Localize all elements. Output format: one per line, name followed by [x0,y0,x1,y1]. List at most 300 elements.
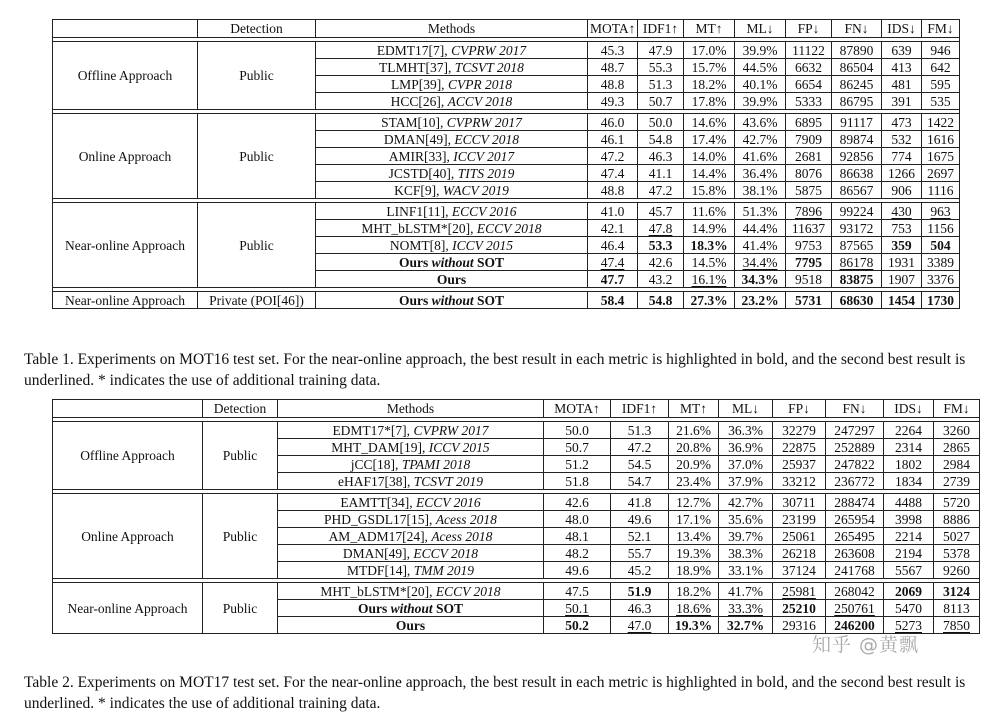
metric-value: 41.8 [627,494,652,510]
metric-cell [934,439,980,456]
metric-cell [832,254,882,271]
method-venue: without [431,254,474,270]
metric-cell [735,42,786,59]
metric-cell [735,203,786,220]
metric-cell [719,600,773,617]
metric-value: 7896 [795,203,822,219]
metric-value: 504 [930,237,951,253]
method-cell [278,545,544,562]
zhihu-watermark: 知乎 @黄飘 [812,634,920,656]
metric-value: 11637 [791,220,826,236]
metric-cell [719,422,773,439]
metric-value: 86178 [839,254,874,270]
metric-value: 50.0 [565,422,589,438]
metric-value: 18.3% [690,237,728,253]
method-cell [316,203,588,220]
metric-value: 25061 [782,528,816,544]
metric-cell [669,473,719,490]
column-header: Detection [198,20,316,38]
metric-cell [611,528,669,545]
table-row [53,42,960,59]
table1-caption: Table 1. Experiments on MOT16 test set. For the near-online approach, the best result in each metric is highlighted in bold, and the second best result is underlined. * indicates the use of additional training data. [24,351,966,389]
metric-cell [922,42,960,59]
metric-value: 14.5% [691,254,727,270]
metric-value: 14.0% [691,148,727,164]
method-venue: TPAMI 2018 [401,456,471,472]
metric-cell [786,254,832,271]
method-venue: without [390,600,433,616]
metric-cell [684,220,735,237]
metric-value: 46.1 [600,131,625,147]
metric-cell [786,237,832,254]
metric-cell [832,59,882,76]
metric-value: 13.4% [676,528,711,544]
metric-value: 1834 [895,473,922,489]
metric-value: 1802 [895,456,922,472]
metric-value: 25210 [782,600,816,616]
metric-value: 19.3% [674,617,713,633]
metric-cell [588,254,638,271]
metric-cell [773,562,826,579]
metric-cell [922,131,960,148]
metric-value: 14.4% [691,165,727,181]
metric-value: 18.6% [676,600,711,616]
metric-cell [719,439,773,456]
method-cell [316,271,588,288]
metric-cell [544,528,611,545]
detection-cell: Public [203,583,278,634]
metric-value: 42.7% [742,131,778,147]
metric-value: 8076 [795,165,822,181]
metric-cell [735,271,786,288]
metric-value: 47.2 [627,439,652,455]
metric-cell [882,220,922,237]
metric-value: 47.0 [627,617,652,633]
metric-cell [544,617,611,634]
metric-cell [786,42,832,59]
metric-cell [922,114,960,131]
metric-value: 22875 [782,439,816,455]
metric-value: 265954 [834,511,875,527]
metric-cell [832,131,882,148]
method-cell [278,494,544,511]
method-cell [278,617,544,634]
metric-value: 44.5% [742,59,778,75]
metric-value: 41.1 [648,165,673,181]
metric-cell [786,165,832,182]
metric-cell [638,131,684,148]
metric-value: 43.6% [742,114,778,130]
metric-value: 1116 [927,182,954,198]
metric-value: 1730 [927,292,954,308]
metric-value: 87565 [839,237,874,253]
metric-value: 9260 [943,562,970,578]
detection-cell: Public [198,203,316,288]
metric-cell [735,59,786,76]
metric-value: 36.3% [728,422,763,438]
metric-cell [934,494,980,511]
metric-value: 2194 [895,545,922,561]
metric-cell [638,165,684,182]
metric-cell [922,59,960,76]
column-header: IDS↓ [882,20,922,38]
metric-value: 86504 [839,59,874,75]
metric-value: 1422 [927,114,954,130]
metric-value: 86795 [839,93,874,109]
metric-cell [832,292,882,309]
method-name: PHD_GSDL17[15], [324,511,436,527]
table-row [53,422,980,439]
method-venue: ECCV 2018 [476,220,542,236]
metric-value: 7909 [795,131,822,147]
metric-cell [786,220,832,237]
metric-value: 49.6 [627,511,652,527]
column-header: IDS↓ [884,400,934,418]
metric-value: 38.3% [728,545,763,561]
method-name: Ours [398,254,432,270]
metric-cell [773,511,826,528]
metric-value: 532 [891,131,912,147]
metric-value: 89874 [839,131,874,147]
column-header: FP↓ [773,400,826,418]
metric-value: 481 [891,76,912,92]
metric-value: 17.0% [691,42,727,58]
metric-value: 3389 [927,254,954,270]
metric-value: 50.7 [565,439,589,455]
method-venue: TMM 2019 [413,562,475,578]
metric-value: 37.9% [728,473,763,489]
metric-cell [611,473,669,490]
metric-value: 5027 [943,528,970,544]
method-cell [278,473,544,490]
method-name: MTDF[14], [346,562,414,578]
metric-value: 38.1% [742,182,778,198]
metric-cell [882,237,922,254]
metric-cell [832,42,882,59]
metric-cell [684,254,735,271]
metric-cell [544,456,611,473]
method-venue: ICCV 2017 [453,148,515,164]
metric-value: 7795 [795,254,822,270]
metric-cell [882,182,922,199]
metric-value: 15.8% [691,182,727,198]
metric-cell [544,473,611,490]
column-header: FP↓ [786,20,832,38]
metric-value: 49.6 [565,562,589,578]
header-row [53,400,980,418]
metric-value: 37.0% [728,456,763,472]
metric-cell [611,545,669,562]
metric-cell [826,600,884,617]
method-cell [278,562,544,579]
method-name: eHAF17[38], [338,473,414,489]
metric-cell [882,254,922,271]
metric-cell [884,583,934,600]
metric-cell [884,511,934,528]
metric-value: 45.7 [648,203,673,219]
metric-cell [719,473,773,490]
metric-cell [669,439,719,456]
metric-value: 87890 [839,42,874,58]
metric-value: 54.8 [648,292,673,308]
metric-value: 46.0 [600,114,625,130]
metric-cell [786,271,832,288]
metric-cell [832,76,882,93]
metric-value: 8886 [943,511,970,527]
metric-value: 639 [891,42,912,58]
metric-value: 2984 [943,456,970,472]
metric-value: 91117 [840,114,873,130]
metric-cell [638,203,684,220]
metric-cell [611,617,669,634]
metric-value: 32.7% [726,617,765,633]
metric-cell [719,617,773,634]
metric-value: 430 [891,203,912,219]
metric-value: 252889 [834,439,875,455]
detection-cell: Public [198,42,316,110]
metric-cell [588,59,638,76]
metric-value: 11122 [792,42,825,58]
metric-value: 23.4% [676,473,711,489]
metric-value: 2264 [895,422,922,438]
metric-cell [719,456,773,473]
metric-value: 12.7% [676,494,711,510]
metric-cell [638,237,684,254]
method-suffix: SOT [473,292,505,308]
metric-value: 8113 [943,600,970,616]
method-cell [316,59,588,76]
method-cell [316,148,588,165]
method-cell [316,182,588,199]
metric-value: 642 [930,59,951,75]
metric-value: 963 [930,203,951,219]
column-header: ML↓ [719,400,773,418]
metric-value: 2865 [943,439,970,455]
metric-cell [588,203,638,220]
metric-value: 42.6 [565,494,589,510]
table-row [53,494,980,511]
metric-cell [588,76,638,93]
method-suffix: SOT [432,600,464,616]
metric-value: 51.3 [627,422,652,438]
metric-value: 1675 [927,148,954,164]
method-cell [316,237,588,254]
metric-value: 43.2 [648,271,673,287]
column-header: IDF1↑ [638,20,684,38]
metric-cell [669,545,719,562]
metric-value: 55.3 [648,59,673,75]
method-name: LINF1[11], [386,203,452,219]
metric-value: 18.2% [676,583,711,599]
metric-value: 49.3 [600,93,625,109]
metric-cell [544,583,611,600]
metric-value: 35.6% [728,511,763,527]
metric-value: 2214 [895,528,922,544]
metric-value: 47.4 [600,165,625,181]
metric-cell [882,271,922,288]
metric-value: 25937 [782,456,816,472]
metric-value: 3376 [927,271,954,287]
metric-cell [826,439,884,456]
method-cell [278,583,544,600]
method-venue: Acess 2018 [431,528,493,544]
metric-cell [786,59,832,76]
metric-value: 45.3 [600,42,625,58]
metric-value: 906 [891,182,912,198]
metric-cell [588,165,638,182]
method-venue: CVPR 2018 [447,76,513,92]
metric-cell [884,439,934,456]
method-venue: WACV 2019 [442,182,509,198]
metric-cell [882,148,922,165]
method-name: Ours [395,617,426,633]
metric-cell [826,456,884,473]
metric-cell [684,93,735,110]
metric-cell [884,494,934,511]
metric-value: 17.1% [676,511,711,527]
metric-value: 30711 [782,494,816,510]
metric-value: 41.0 [600,203,625,219]
metric-value: 48.2 [565,545,589,561]
metric-cell [832,271,882,288]
metric-value: 27.3% [690,292,728,308]
metric-cell [934,545,980,562]
method-name: EAMTT[34], [340,494,417,510]
metric-value: 51.3% [742,203,778,219]
metric-value: 595 [930,76,951,92]
metric-cell [669,600,719,617]
column-header: MT↑ [669,400,719,418]
metric-value: 3260 [943,422,970,438]
metric-value: 3124 [943,583,970,599]
column-header: FN↓ [826,400,884,418]
metric-value: 5378 [943,545,970,561]
method-venue: ICCV 2015 [452,237,514,253]
metric-value: 6654 [795,76,822,92]
metric-value: 33212 [782,473,816,489]
method-name: Ours [436,271,467,287]
metric-cell [735,114,786,131]
metric-cell [684,292,735,309]
method-venue: without [431,292,474,308]
metric-value: 33.3% [728,600,763,616]
metric-cell [884,422,934,439]
metric-cell [882,59,922,76]
method-name: JCSTD[40], [388,165,458,181]
metric-cell [882,292,922,309]
metric-value: 5720 [943,494,970,510]
approach-cell: Near-online Approach [53,203,198,288]
metric-value: 21.6% [676,422,711,438]
metric-cell [638,254,684,271]
metric-value: 42.6 [648,254,673,270]
method-name: jCC[18], [350,456,402,472]
metric-cell [882,42,922,59]
metric-value: 473 [891,114,912,130]
metric-cell [735,237,786,254]
metric-cell [786,292,832,309]
metric-cell [544,600,611,617]
method-name: HCC[26], [390,93,448,109]
metric-value: 391 [891,93,912,109]
column-header: ML↓ [735,20,786,38]
metric-cell [684,203,735,220]
metric-cell [922,148,960,165]
metric-value: 46.3 [648,148,673,164]
method-venue: ACCV 2018 [447,93,513,109]
metric-cell [669,511,719,528]
metric-value: 55.7 [627,545,652,561]
metric-value: 40.1% [742,76,778,92]
metric-value: 48.8 [600,182,625,198]
metric-cell [638,182,684,199]
metric-cell [669,528,719,545]
metric-value: 268042 [834,583,875,599]
metric-cell [922,237,960,254]
metric-value: 359 [891,237,912,253]
method-name: DMAN[49], [342,545,414,561]
metric-cell [832,93,882,110]
metric-value: 16.1% [691,271,727,287]
metric-cell [832,182,882,199]
method-venue: CVPRW 2017 [451,42,527,58]
metric-cell [934,511,980,528]
column-header: FM↓ [934,400,980,418]
metric-cell [922,271,960,288]
metric-cell [684,131,735,148]
metric-cell [882,93,922,110]
metric-cell [544,511,611,528]
metric-value: 68630 [839,292,874,308]
method-venue: ECCV 2018 [454,131,520,147]
metric-cell [669,456,719,473]
metric-cell [719,562,773,579]
metric-value: 50.2 [565,617,589,633]
metric-value: 17.4% [691,131,727,147]
metric-value: 15.7% [691,59,727,75]
method-cell [278,456,544,473]
metric-value: 250761 [834,600,875,616]
metric-cell [884,528,934,545]
column-header: Methods [278,400,544,418]
metric-cell [588,148,638,165]
metric-cell [832,237,882,254]
metric-cell [588,182,638,199]
metric-value: 2681 [795,148,822,164]
metric-cell [611,583,669,600]
metric-cell [638,220,684,237]
metric-cell [588,93,638,110]
metric-value: 6632 [795,59,822,75]
metric-value: 7850 [943,617,970,633]
mot17-results-table [52,399,980,634]
method-cell [278,600,544,617]
method-venue: ECCV 2018 [413,545,479,561]
metric-value: 241768 [834,562,875,578]
metric-value: 1156 [927,220,954,236]
column-header: MOTA↑ [544,400,611,418]
metric-value: 11.6% [691,203,727,219]
metric-value: 48.1 [565,528,589,544]
metric-cell [934,583,980,600]
metric-value: 92856 [839,148,874,164]
metric-cell [684,59,735,76]
method-name: LMP[39], [390,76,448,92]
metric-value: 36.9% [728,439,763,455]
metric-cell [544,545,611,562]
metric-value: 413 [891,59,912,75]
method-name: EDMT17*[7], [332,422,414,438]
